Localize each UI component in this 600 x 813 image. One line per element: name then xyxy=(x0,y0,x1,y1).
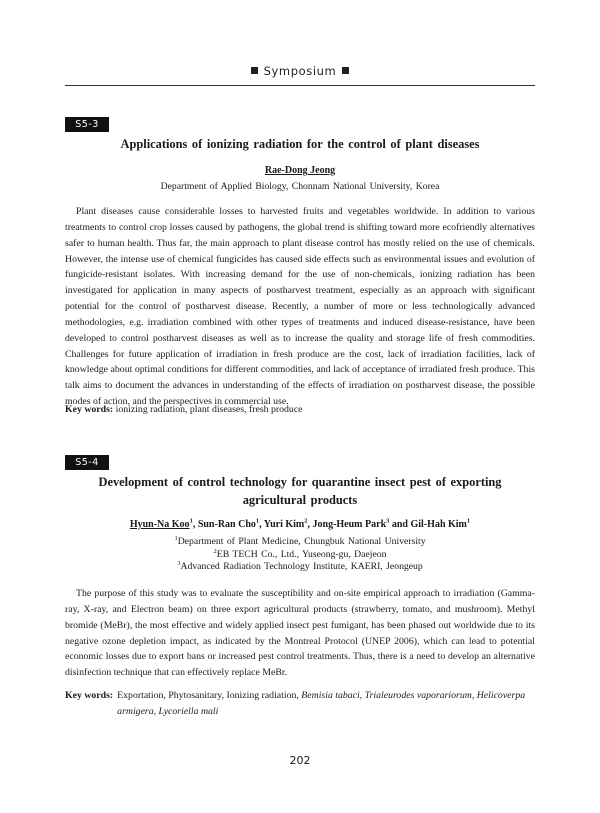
author-line: Hyun-Na Koo$^1$, Sun-Ran Cho$^1$, Yuri Kim$^2$, Jong-Heum Park$^3$ and Gil-Hah Kim$^1$ xyxy=(129,517,471,530)
affiliation-list xyxy=(65,536,535,574)
author-name: Gil-Hah Kim xyxy=(410,519,467,530)
abstract-text: Plant diseases cause considerable losses to harvested fruits and vegetables worldwide. In addition to various treatments to control crop losses caused by pathogens, the global trend is shifting toward more ecofriendly alternatives safer to human health. Thus far, the main approach to plant disease control has mostly relied on the use of chemicals. However, the intense use of chemical fungicides has caused side effects such as environmental issues and evolution of fungicide-resistant isolates. With increasing demand for the use of non-chemicals, ionizing radiation has been investigated for application in many aspects of postharvest treatment, especially as an approach with significant potential for the control of postharvest disease. Recently, a number of more or less technologically advanced methodologies, e.g. irradiation combined with other types of treatments and induced disease-resistance, have been developed to control postharvest diseases as well as to increase the quality and storage life of fresh commodities. Challenges for future application of irradiation in fresh produce are the cost, lack of irradiation facilities, lack of knowledge about optimal conditions for different commodities, and lack of acceptance of irradiated fresh produce. This talk aims to document the advances in understanding of the effects of irradiation on postharvest disease, the possible modes of action, and the perspectives in commercial use. xyxy=(65,206,535,408)
section-title: Development of control technology for quarantine insect pest of exporting agricultural products xyxy=(98,475,502,507)
affil-text: EB TECH Co., Ltd., Yuseong-gu, Daejeon xyxy=(216,548,387,560)
page-number: 202 xyxy=(289,754,311,767)
affil-text: Department of Plant Medicine, Chungbuk National University xyxy=(177,536,426,547)
affil-sup: 1 xyxy=(174,534,178,542)
author-sup: 1 xyxy=(255,517,260,525)
square-bullet-icon xyxy=(342,67,349,74)
keywords-label: Key words: xyxy=(65,404,114,415)
running-header xyxy=(65,64,535,84)
author-name: Jong-Heum Park xyxy=(312,519,387,530)
header-rule xyxy=(65,85,535,86)
author-name: Hyun-Na Koo xyxy=(129,519,190,530)
affiliation: Department of Applied Biology, Chonnam National University, Korea xyxy=(160,181,440,192)
author-line xyxy=(65,165,535,176)
author-sup: 1 xyxy=(466,517,471,525)
keywords-italic: Bemisia tabaci, Trialeurodes vaporariorum, Helicoverpa armigera, Lycoriella mali xyxy=(117,690,526,717)
keywords-plain: Exportation, Phytosanitary, Ionizing radiation, xyxy=(117,690,302,701)
keywords-text xyxy=(117,688,535,720)
section-tag: S5-4 xyxy=(65,455,109,470)
square-bullet-icon xyxy=(251,67,258,74)
affil-sup: 2 xyxy=(213,547,217,555)
affil-sup: 3 xyxy=(177,559,181,567)
keywords-text: ionizing radiation, plant diseases, fresh produce xyxy=(115,404,303,415)
affiliation xyxy=(65,549,535,562)
keywords-label: Key words: xyxy=(65,690,114,701)
section-tag: S5-3 xyxy=(65,117,109,132)
affiliation xyxy=(65,536,535,549)
author-name: Rae-Dong Jeong xyxy=(264,165,336,176)
section-title: Applications of ionizing radiation for the control of plant diseases xyxy=(120,137,480,151)
author-and: and xyxy=(391,519,408,530)
affiliation xyxy=(65,561,535,574)
abstract-text: The purpose of this study was to evaluate the susceptibility and on-site empirical approach to irradiation (Gamma-ray, X-ray, and Electron beam) on three export agricultural products (strawberry, tomato, and mushroom). Methyl bromide (MeBr), the most effective and widely applied insect pest fumigant, has been phased out worldwide due to its negative ozone depletion impact, as indicated by the Montreal Protocol (UNEP 2006), which can lead to potential economic losses due to export bans or increased pest control treatments. Thus, there is a need to develop an alternative disinfection technique that can effectively replace MeBr. xyxy=(65,588,535,679)
author-name: Sun-Ran Cho xyxy=(197,519,256,530)
header-text: Symposium xyxy=(263,64,337,78)
affil-text: Advanced Radiation Technology Institute, KAERI, Jeongeup xyxy=(180,561,423,572)
author-sup: 1 xyxy=(189,517,193,525)
author-sup: 3 xyxy=(386,517,390,525)
author-name: Yuri Kim xyxy=(263,519,305,530)
keywords-line xyxy=(65,688,535,720)
keywords-line xyxy=(65,402,535,418)
author-sup: 2 xyxy=(304,517,308,525)
